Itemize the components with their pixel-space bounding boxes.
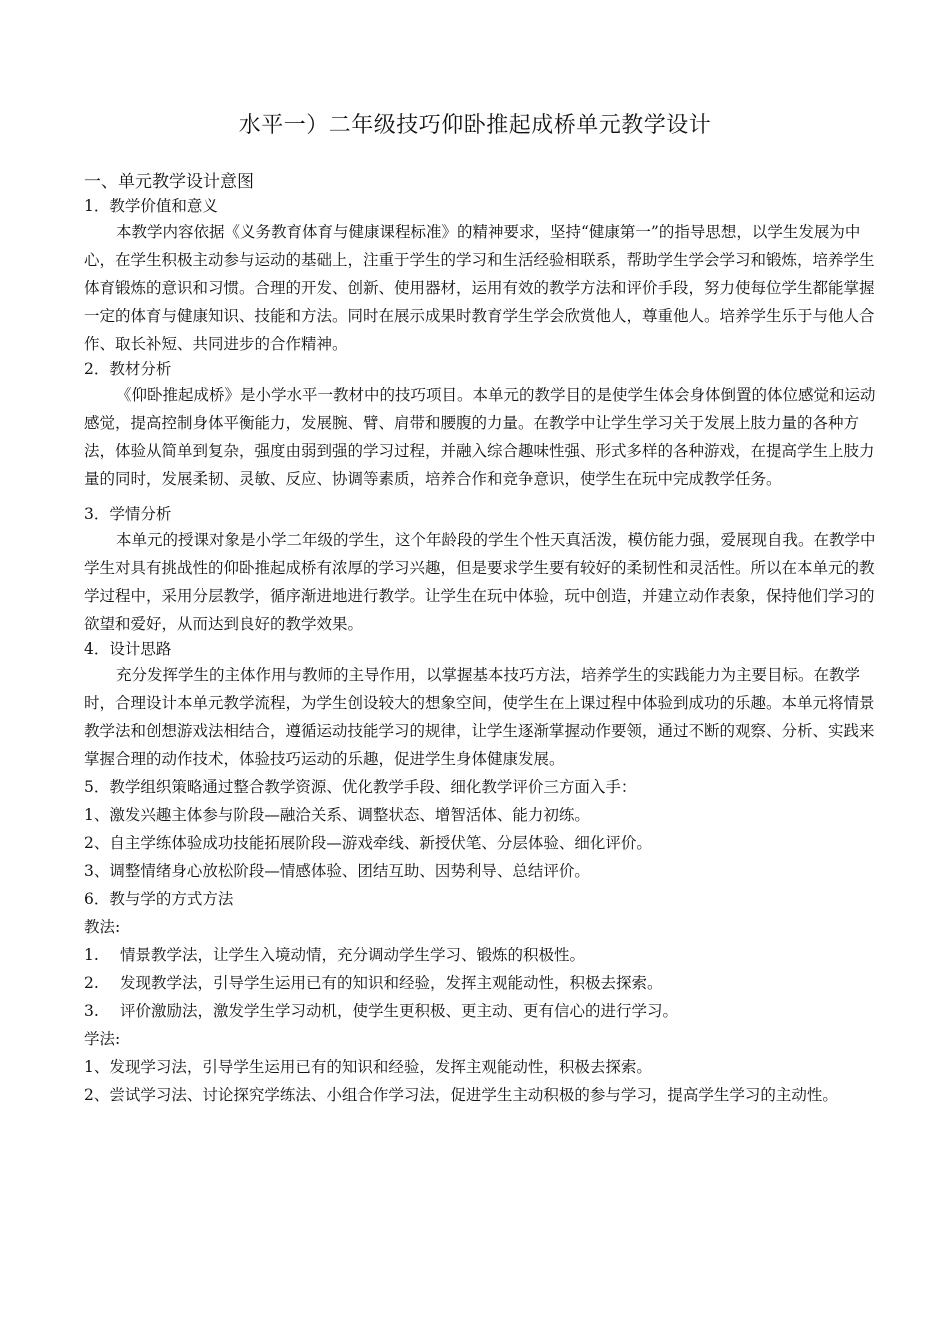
section-heading: 一、单元教学设计意图 xyxy=(84,172,254,192)
item-number: 2. xyxy=(84,974,99,992)
item-number: 3. xyxy=(84,1002,99,1020)
subsection-heading-4: 4．设计思路 xyxy=(84,640,172,658)
item-text: 情景教学法，让学生入境动情，充分调动学生学习、锻炼的积极性。 xyxy=(120,946,586,964)
teaching-method-item xyxy=(84,941,884,969)
subsection-heading-2: 2．教材分析 xyxy=(84,360,172,378)
learning-methods-label: 学法: xyxy=(84,1030,121,1048)
paragraph-learner-analysis: 本单元的授课对象是小学二年级的学生，这个年龄段的学生个性天真活泼，模仿能力强，爱展现自我。在教学中学生对具有挑战性的仰卧推起成桥有浓厚的学习兴趣，但是要求学生要有较好的柔韧性和灵活性。所以在本单元的教学过程中，采用分层教学，循序渐进地进行教学。让学生在玩中体验，玩中创造，并建立动作表象，保持他们学习的欲望和爱好，从而达到良好的教学效果。 xyxy=(84,531,876,633)
subsection-heading-3: 3．学情分析 xyxy=(84,505,172,523)
item-number: 1. xyxy=(84,946,99,964)
strategy-item: 3、调整情绪身心放松阶段—情感体验、团结互助、因势利导、总结评价。 xyxy=(84,862,590,880)
strategy-item: 2、自主学练体验成功技能拓展阶段—游戏牵线、新授伏笔、分层体验、细化评价。 xyxy=(84,834,652,852)
item-text: 评价激励法，激发学生学习动机，使学生更积极、更主动、更有信心的进行学习。 xyxy=(120,1002,679,1020)
teaching-methods-label: 教法: xyxy=(84,918,121,936)
paragraph-value-meaning: 本教学内容依据《义务教育体育与健康课程标准》的精神要求，坚持“健康第一”的指导思想，以学生发展为中心，在学生积极主动参与运动的基础上，注重于学生的学习和生活经验相联系，帮助学生学会学习和锻炼，培养学生体育锻炼的意识和习惯。合理的开发、创新、使用器材，运用有效的教学方法和评价手段，努力使每位学生都能掌握一定的体育与健康知识、技能和方法。同时在展示成果时教育学生学会欣赏他人，尊重他人。培养学生乐于与他人合作、取长补短、共同进步的合作精神。 xyxy=(84,223,875,353)
strategy-item: 1、激发兴趣主体参与阶段—融洽关系、调整状态、增智活体、能力初练。 xyxy=(84,806,590,824)
teaching-method-item xyxy=(84,969,884,997)
subsection-heading-5: 5．教学组织策略通过整合教学资源、优化教学手段、细化教学评价三方面入手： xyxy=(84,778,637,796)
subsection-heading-1: 1．教学价值和意义 xyxy=(84,197,218,215)
paragraph-material-analysis: 《仰卧推起成桥》是小学水平一教材中的技巧项目。本单元的教学目的是使学生体会身体倒置的体位感觉和运动感觉，提高控制身体平衡能力，发展腕、臂、肩带和腰腹的力量。在教学中让学生学习关于发展上肢力量的各种方法，体验从简单到复杂，强度由弱到强的学习过程，并融入综合趣味性强、形式多样的各种游戏，在提高学生上肢力量的同时，发展柔韧、灵敏、反应、协调等素质，培养合作和竞争意识，使学生在玩中完成教学任务。 xyxy=(84,386,876,488)
learning-method-item: 2、尝试学习法、讨论探究学练法、小组合作学习法，促进学生主动积极的参与学习，提高学生学习的主动性。 xyxy=(84,1086,838,1104)
subsection-heading-6: 6．教与学的方式方法 xyxy=(84,890,234,908)
teaching-method-item xyxy=(84,997,884,1025)
item-text: 发现教学法，引导学生运用已有的知识和经验，发挥主观能动性，积极去探索。 xyxy=(120,974,663,992)
learning-method-item: 1、发现学习法，引导学生运用已有的知识和经验，发挥主观能动性，积极去探索。 xyxy=(84,1058,652,1076)
document-body xyxy=(84,170,884,1109)
page-title: 水平一）二年级技巧仰卧推起成桥单元教学设计 xyxy=(238,113,712,138)
paragraph-design-idea: 充分发挥学生的主体作用与教师的主导作用，以掌握基本技巧方法，培养学生的实践能力为主要目标。在教学时，合理设计本单元教学流程，为学生创设较大的想象空间，使学生在上课过程中体验到成功的乐趣。本单元将情景教学法和创想游戏法相结合，遵循运动技能学习的规律，让学生逐渐掌握动作要领，通过不断的观察、分析、实践来掌握合理的动作技术，体验技巧运动的乐趣，促进学生身体健康发展。 xyxy=(84,666,875,768)
